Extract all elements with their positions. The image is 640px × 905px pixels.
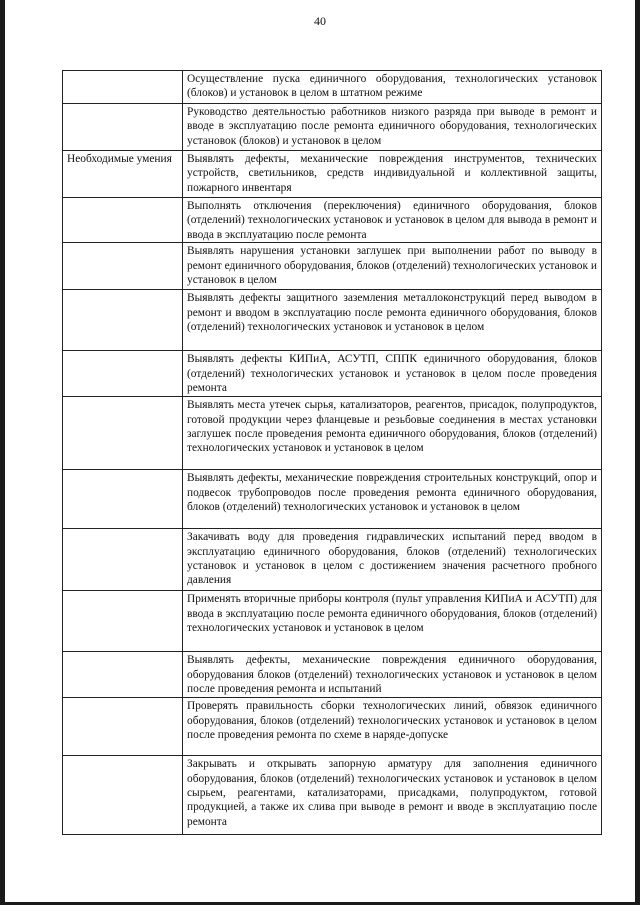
row-text: Выполнять отключения (переключения) единичного оборудования, блоков (отделений) технологических установок и установок в целом для вывода в ремонт и ввода в эксплуатацию после ремонта — [183, 198, 602, 243]
row-text: Осуществление пуска единичного оборудования, технологических установок (блоков) и установок в целом в штатном режиме — [183, 71, 602, 104]
row-label — [63, 591, 183, 652]
row-text: Применять вторичные приборы контроля (пульт управления КИПиА и АСУТП) для ввода в эксплуатацию после ремонта единичного оборудования, блоков (отделений) технологических установок и установок в целом — [183, 591, 602, 652]
table-row — [63, 151, 602, 198]
table-row — [63, 290, 602, 351]
table-row — [63, 470, 602, 529]
table-row — [63, 104, 602, 151]
row-label — [63, 104, 183, 151]
table-row — [63, 71, 602, 104]
table-row — [63, 591, 602, 652]
row-label — [63, 529, 183, 591]
row-label — [63, 397, 183, 470]
row-label — [63, 652, 183, 698]
row-text: Выявлять дефекты КИПиА, АСУТП, СППК единичного оборудования, блоков (отделений) технологических установок и установок в целом после проведения ремонта — [183, 351, 602, 397]
row-text: Выявлять дефекты защитного заземления металлоконструкций перед выводом в ремонт и вводом в эксплуатацию после ремонта единичного оборудования, блоков (отделений) технологических установок и установок в целом — [183, 290, 602, 351]
table-row — [63, 652, 602, 698]
row-label — [63, 756, 183, 835]
row-label — [63, 351, 183, 397]
row-label — [63, 470, 183, 529]
scan-edge-left — [0, 0, 5, 905]
skills-table — [62, 70, 602, 835]
row-text: Руководство деятельностью работников низкого разряда при выводе в ремонт и вводе в эксплуатацию после ремонта единичного оборудования, технологических установок (блоков) и установок в целом — [183, 104, 602, 151]
table-row — [63, 698, 602, 756]
table-row — [63, 351, 602, 397]
scan-edge-right — [635, 0, 640, 905]
row-text: Выявлять дефекты, механические повреждения строительных конструкций, опор и подвесок трубопроводов после проведения ремонта единичного оборудования, блоков (отделений) технологических установок и установок в целом — [183, 470, 602, 529]
row-text: Выявлять места утечек сырья, катализаторов, реагентов, присадок, полупродуктов, готовой продукции через фланцевые и резьбовые соединения в местах установки заглушек после проведения ремонта единичного оборудования, блоков (отделений) технологических установок и установок в целом — [183, 397, 602, 470]
table-row — [63, 756, 602, 835]
row-text: Выявлять дефекты, механические повреждения инструментов, технических устройств, светильников, средств индивидуальной и коллективной защиты, пожарного инвентаря — [183, 151, 602, 198]
row-text: Закачивать воду для проведения гидравлических испытаний перед вводом в эксплуатацию единичного оборудования, блоков (отделений) технологических установок и установок в целом с достижением значения расчетного пробного давления — [183, 529, 602, 591]
row-label — [63, 71, 183, 104]
page-number: 40 — [314, 14, 326, 28]
row-text: Выявлять нарушения установки заглушек при выполнении работ по выводу в ремонт единичного оборудования, блоков (отделений) технологических установок и установок в целом — [183, 243, 602, 290]
row-label — [63, 290, 183, 351]
row-label — [63, 243, 183, 290]
row-text: Выявлять дефекты, механические повреждения единичного оборудования, оборудования блоков (отделений) технологических установок и установок в целом после проведения ремонта и испытаний — [183, 652, 602, 698]
table-row — [63, 529, 602, 591]
row-label — [63, 198, 183, 243]
table-row — [63, 243, 602, 290]
row-text: Закрывать и открывать запорную арматуру для заполнения единичного оборудования, блоков (отделений) технологических установок и установок в целом сырьем, реагентами, катализаторами, присадками, полупродуктом, готовой продукцией, а также их слива при выводе в ремонт и вводе в эксплуатацию после ремонта — [183, 756, 602, 835]
table-row — [63, 397, 602, 470]
row-text: Проверять правильность сборки технологических линий, обвязок единичного оборудования, блоков (отделений) технологических установок и установок в целом после проведения ремонта по схеме в наряде-допуске — [183, 698, 602, 756]
row-label: Необходимые умения — [63, 151, 183, 198]
table-row — [63, 198, 602, 243]
row-label — [63, 698, 183, 756]
